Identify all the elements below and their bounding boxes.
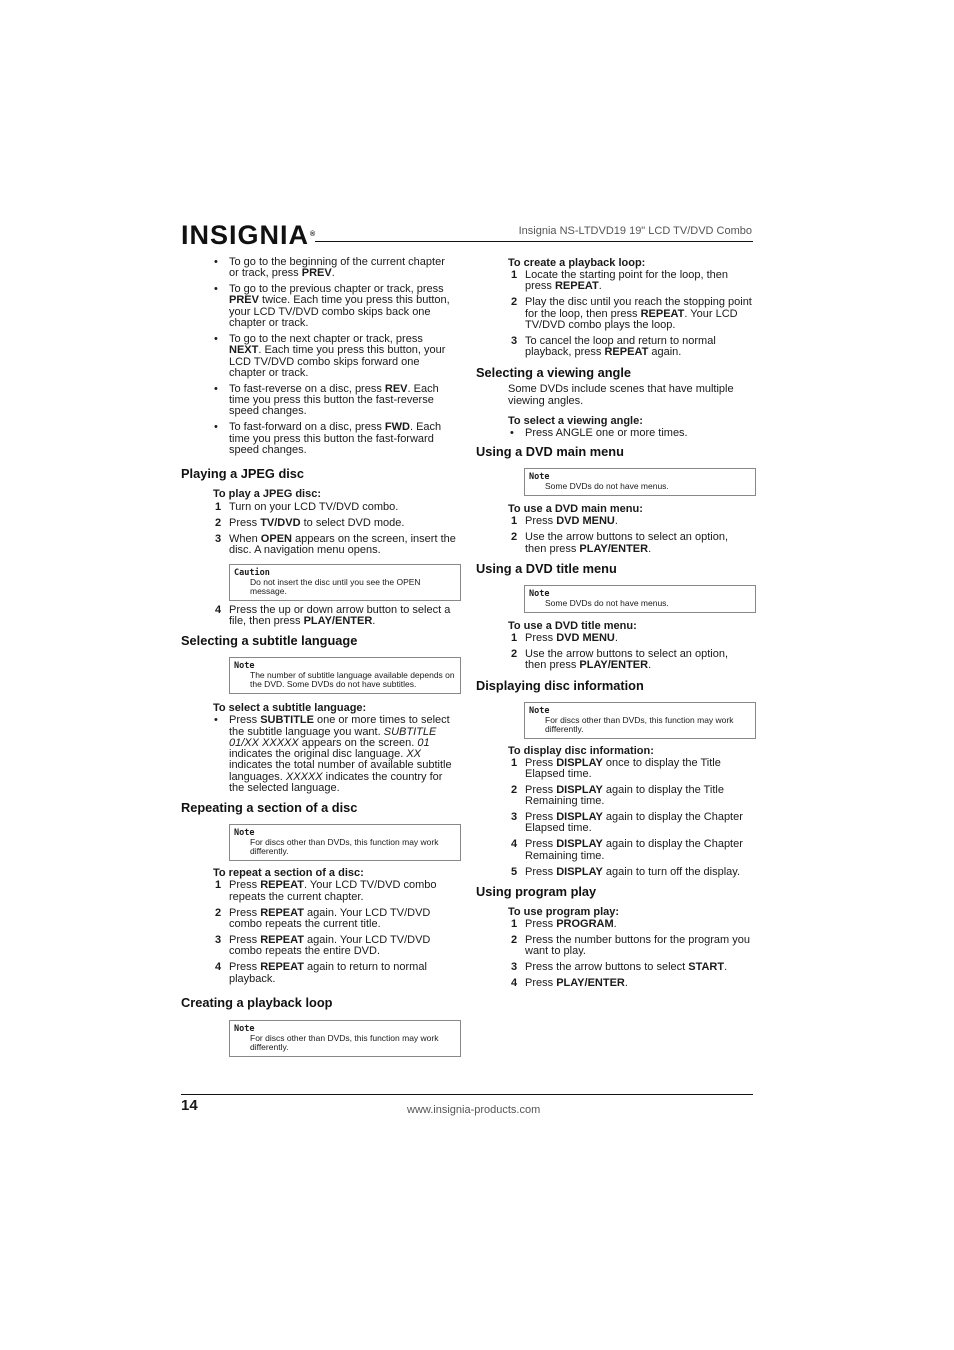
note-title: Note	[234, 1023, 255, 1034]
main-menu-steps	[476, 516, 756, 555]
caution-text: Do not insert the disc until you see the OPEN message.	[250, 576, 421, 596]
step-item: 2 Use the arrow buttons to select an option, then press PLAY/ENTER.	[511, 531, 729, 555]
step-item: 3 Press the arrow buttons to select START.	[511, 961, 728, 974]
repeat-steps	[181, 880, 461, 984]
caution-title: Caution	[234, 567, 270, 578]
note-box	[524, 702, 756, 739]
right-column	[476, 257, 756, 994]
section-heading-subtitle: Selecting a subtitle language	[181, 633, 358, 649]
step-item: 1 Press DVD MENU.	[511, 631, 618, 644]
note-text: The number of subtitle language available depends on the DVD. Some DVDs do not have subtitles.	[250, 670, 455, 690]
procedure-title: To use program play:	[508, 905, 620, 918]
step-item: 4 Press the up or down arrow button to select a file, then press PLAY/ENTER.	[215, 603, 451, 627]
procedure-title: To select a viewing angle:	[508, 415, 643, 428]
note-text: Some DVDs do not have menus.	[545, 597, 669, 608]
jpeg-steps-continued	[181, 605, 461, 628]
step-item: 4 Press REPEAT again to return to normal playback.	[215, 961, 427, 985]
section-heading-jpeg: Playing a JPEG disc	[181, 466, 305, 482]
step-item: 1 Press DVD MENU.	[511, 515, 618, 528]
list-item: • To go to the next chapter or track, press NEXT. Each time you press this button, your LCD TV/DVD combo skips forward one chapter or track.	[181, 334, 461, 379]
page-number: 14	[181, 1097, 198, 1114]
footer-url: www.insignia-products.com	[407, 1104, 541, 1116]
list-item: • Press SUBTITLE one or more times to select the subtitle language you want. SUBTITLE 01/XX XXXXX appears on the screen. 01 indicates the original disc language. XX indicates the total number of available subtitle languages. XXXXX indicates the country for the selected language.	[181, 715, 461, 794]
step-item: 5 Press DISPLAY again to turn off the display.	[511, 865, 741, 878]
step-item: 1 Locate the starting point for the loop, then press REPEAT.	[511, 269, 729, 293]
step-item: 1 Press REPEAT. Your LCD TV/DVD combo repeats the current chapter.	[215, 879, 437, 903]
note-title: Note	[529, 472, 550, 483]
procedure-title: To select a subtitle language:	[213, 702, 367, 715]
note-title: Note	[529, 705, 550, 716]
note-box	[524, 585, 756, 613]
subtitle-bullets	[181, 715, 461, 794]
step-item: 3 To cancel the loop and return to normal playback, press REPEAT again.	[511, 334, 716, 359]
insignia-logo: INSIGNIA®	[181, 220, 317, 250]
step-item: 3 Press REPEAT again. Your LCD TV/DVD combo repeats the entire DVD.	[215, 933, 431, 958]
footer-divider	[181, 1094, 753, 1095]
step-item: 3 When OPEN appears on the screen, insert the disc. A navigation menu opens.	[215, 533, 456, 557]
list-item: • To go to the beginning of the current chapter or track, press PREV.	[181, 257, 461, 280]
note-box	[229, 824, 461, 861]
angle-bullets	[476, 428, 756, 439]
caution-box	[229, 564, 461, 601]
document-title: Insignia NS-LTDVD19 19" LCD TV/DVD Combo	[518, 225, 752, 237]
step-item: 2 Press REPEAT again. Your LCD TV/DVD combo repeats the current title.	[215, 906, 431, 930]
step-item: 2 Press TV/DVD to select DVD mode.	[215, 517, 405, 530]
step-item: 4 Press DISPLAY again to display the Chapter Remaining time.	[511, 838, 743, 862]
left-column	[181, 257, 461, 1057]
step-item: 2 Use the arrow buttons to select an option, then press PLAY/ENTER.	[511, 647, 729, 672]
section-heading-disc-info: Displaying disc information	[476, 677, 644, 693]
procedure-title: To repeat a section of a disc:	[213, 867, 364, 880]
note-text: For discs other than DVDs, this function may work differently.	[545, 714, 734, 734]
note-title: Note	[529, 588, 550, 599]
procedure-title: To play a JPEG disc:	[213, 488, 321, 501]
list-item: • Press ANGLE one or more times.	[476, 428, 756, 439]
section-heading-angle: Selecting a viewing angle	[476, 365, 632, 381]
jpeg-steps	[181, 502, 461, 557]
step-item: 1 Turn on your LCD TV/DVD combo.	[215, 501, 399, 514]
note-box	[229, 1020, 461, 1057]
step-item: 2 Press the number buttons for the program you want to play.	[511, 933, 751, 958]
section-heading-repeat: Repeating a section of a disc	[181, 800, 358, 816]
section-heading-main-menu: Using a DVD main menu	[476, 444, 624, 460]
note-box	[524, 468, 756, 496]
step-item: 2 Play the disc until you reach the stopping point for the loop, then press REPEAT. Your LCD TV/DVD combo plays the loop.	[511, 296, 752, 331]
step-item: 3 Press DISPLAY again to display the Chapter Elapsed time.	[511, 811, 743, 835]
header-divider	[315, 241, 753, 242]
step-item: 4 Press PLAY/ENTER.	[511, 977, 628, 990]
list-item: • To go to the previous chapter or track, press PREV twice. Each time you press this button, your LCD TV/DVD combo skips back one chapter or track.	[181, 284, 461, 329]
note-text: For discs other than DVDs, this function may work differently.	[250, 837, 439, 857]
list-item: • To fast-forward on a disc, press FWD. Each time you press this button the fast-forward speed changes.	[181, 422, 461, 456]
procedure-title: To display disc information:	[508, 744, 654, 757]
program-steps	[476, 919, 756, 990]
section-heading-program: Using program play	[476, 883, 597, 899]
disc-info-steps	[476, 758, 756, 878]
procedure-title: To use a DVD main menu:	[508, 503, 643, 516]
intro-text: Some DVDs include scenes that have multiple viewing angles.	[508, 383, 734, 407]
note-title: Note	[234, 661, 255, 672]
step-item: 1 Press PROGRAM.	[511, 917, 617, 930]
loop-steps	[476, 270, 756, 358]
note-text: For discs other than DVDs, this function may work differently.	[250, 1032, 439, 1052]
list-item: • To fast-reverse on a disc, press REV. Each time you press this button the fast-reverse speed changes.	[181, 384, 461, 418]
procedure-title: To use a DVD title menu:	[508, 619, 637, 632]
section-heading-loop: Creating a playback loop	[181, 994, 333, 1010]
playback-bullets	[181, 257, 461, 456]
note-box	[229, 657, 461, 694]
section-heading-title-menu: Using a DVD title menu	[476, 560, 617, 576]
procedure-title: To create a playback loop:	[508, 257, 646, 269]
step-item: 1 Press DISPLAY once to display the Title Elapsed time.	[511, 756, 721, 780]
step-item: 2 Press DISPLAY again to display the Title Remaining time.	[511, 783, 724, 808]
note-title: Note	[234, 828, 255, 839]
note-text: Some DVDs do not have menus.	[545, 481, 669, 492]
title-menu-steps	[476, 633, 756, 672]
